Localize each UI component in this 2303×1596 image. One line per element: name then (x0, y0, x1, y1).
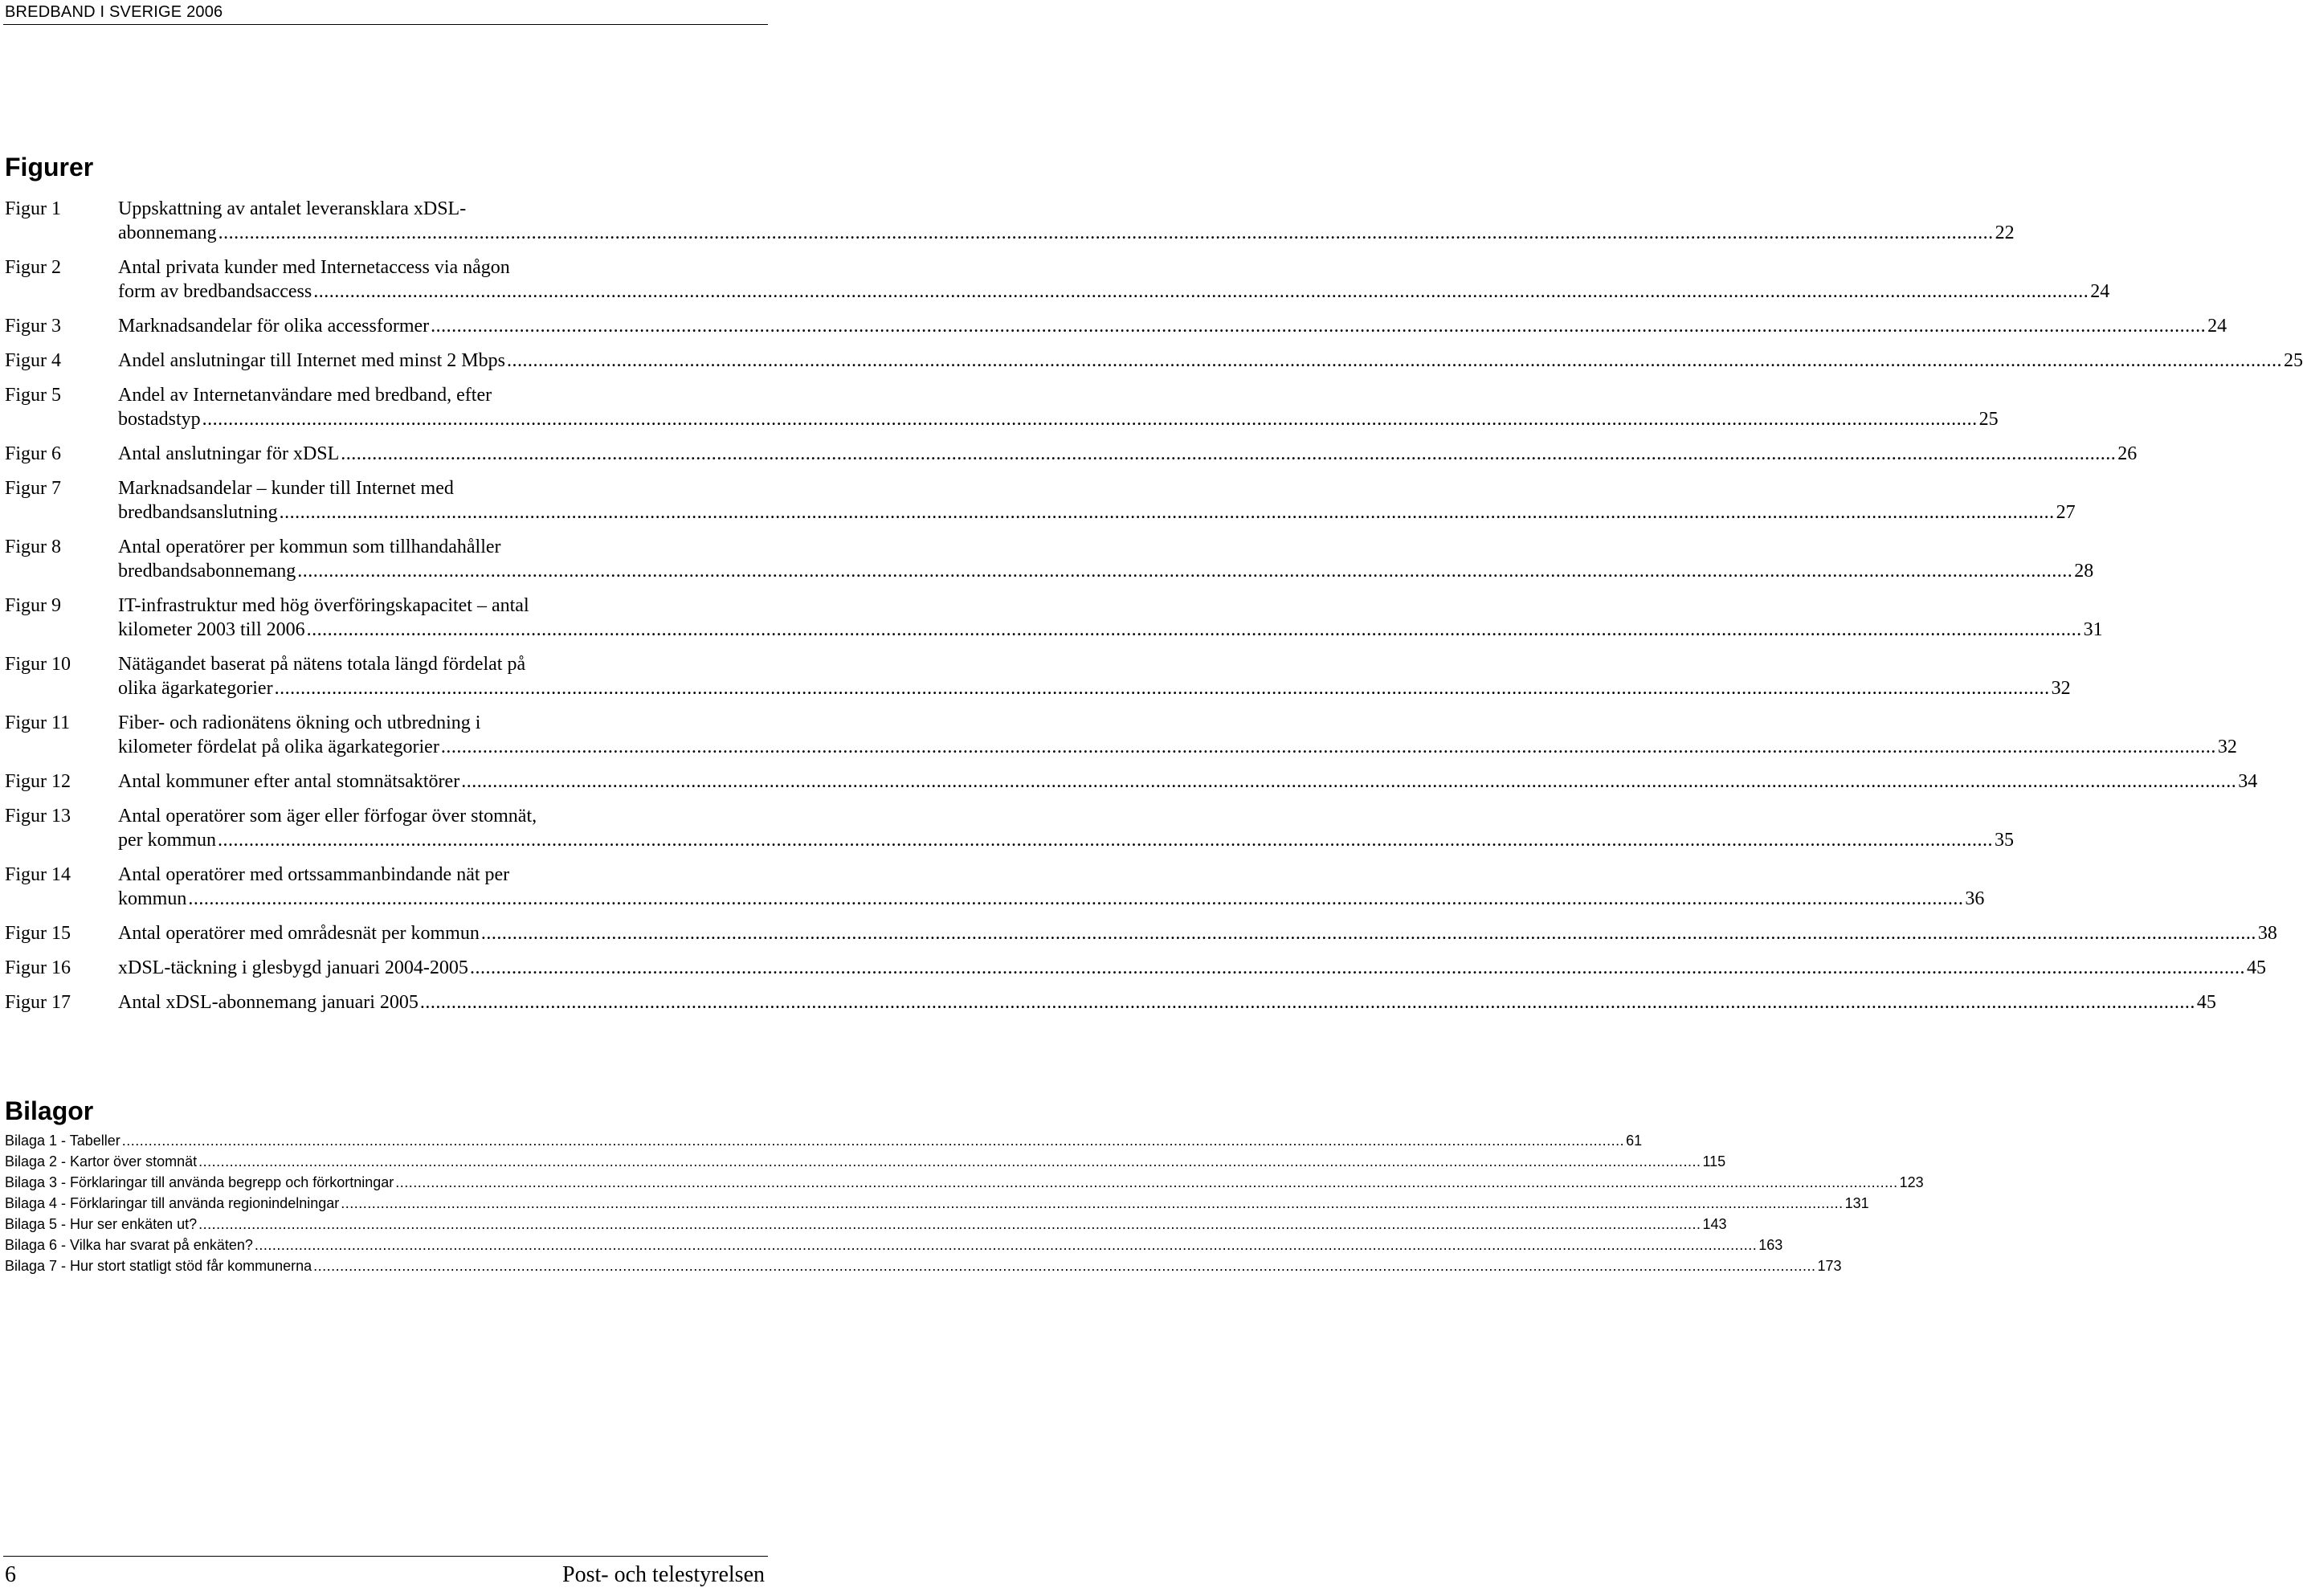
dot-leader (470, 956, 2245, 980)
figure-entry-body (118, 769, 2257, 794)
figure-entry[interactable] (5, 652, 2071, 700)
appendix-title: Bilaga 6 - Vilka har svarat på enkäten? (5, 1237, 253, 1253)
figure-number: Figur 16 (5, 957, 71, 978)
figure-entry-body (118, 990, 2216, 1014)
figure-number: Figur 6 (5, 443, 62, 464)
figure-title-last-line (118, 676, 2071, 700)
figure-entry[interactable] (5, 594, 2103, 642)
appendix-page-number: 61 (1626, 1133, 1643, 1149)
dot-leader (341, 1194, 1843, 1213)
dot-leader (313, 280, 2089, 304)
figure-title-last-line (118, 956, 2266, 980)
dot-leader (341, 442, 2116, 466)
figure-title-last-line (118, 280, 2109, 304)
figure-title: kommun (118, 888, 187, 909)
appendix-title: Bilaga 5 - Hur ser enkäten ut? (5, 1216, 198, 1232)
page-number: 6 (5, 1562, 16, 1587)
dot-leader (431, 314, 2206, 338)
figure-title-last-line (118, 314, 2227, 338)
figure-entry[interactable] (5, 863, 1985, 911)
figure-title: bredbandsanslutning (118, 502, 278, 523)
figure-page-number: 45 (2246, 957, 2266, 978)
figure-page-number: 24 (2207, 316, 2227, 337)
appendix-entry[interactable] (5, 1173, 1924, 1192)
figure-title-line: IT-infrastruktur med hög överföringskapacitet – antal (118, 595, 529, 616)
figure-number: Figur 4 (5, 350, 62, 371)
figure-entry[interactable] (5, 921, 2277, 945)
dot-leader (307, 618, 2082, 642)
appendix-entry[interactable] (5, 1214, 1727, 1234)
figure-number: Figur 8 (5, 537, 62, 557)
figure-number: Figur 10 (5, 654, 71, 675)
figure-entry[interactable] (5, 255, 2110, 304)
appendix-title: Bilaga 3 - Förklaringar till använda begrepp och förkortningar (5, 1174, 394, 1190)
figure-entry[interactable] (5, 197, 2015, 245)
footer-rule (3, 1556, 768, 1557)
figure-title-line: Antal operatörer som äger eller förfogar över stomnät, (118, 806, 537, 827)
running-header: BREDBAND I SVERIGE 2006 (5, 3, 223, 21)
figure-title-line: Fiber- och radionätens ökning och utbredning i (118, 712, 481, 733)
appendix-entry[interactable] (5, 1152, 1726, 1171)
figure-entry-body (118, 921, 2277, 945)
appendix-entry[interactable] (5, 1235, 1783, 1255)
figure-title: Antal xDSL-abonnemang januari 2005 (118, 992, 419, 1013)
dot-leader (507, 349, 2282, 373)
figure-entry[interactable] (5, 535, 2094, 583)
figure-title-line: Marknadsandelar – kunder till Internet med (118, 478, 454, 499)
figure-entry[interactable] (5, 314, 2227, 338)
figure-title-line: Nätägandet baserat på nätens totala längd fördelat på (118, 654, 526, 675)
dot-leader (313, 1256, 1815, 1276)
figure-title: per kommun (118, 830, 216, 851)
dot-leader (481, 921, 2256, 945)
figure-page-number: 32 (2217, 737, 2237, 757)
figure-entry-body (118, 349, 2303, 373)
appendices-heading: Bilagor (5, 1096, 94, 1125)
dot-leader (280, 500, 2055, 525)
figure-title: Antal kommuner efter antal stomnätsaktörer (118, 771, 460, 792)
figure-list (5, 197, 2303, 1025)
figure-page-number: 31 (2083, 619, 2103, 640)
appendix-title: Bilaga 4 - Förklaringar till använda regionindelningar (5, 1195, 340, 1211)
figure-title-last-line (118, 828, 2014, 852)
dot-leader (218, 828, 1993, 852)
figure-number: Figur 2 (5, 257, 62, 278)
figure-title-last-line (118, 887, 1984, 911)
figure-number: Figur 7 (5, 478, 62, 499)
figure-title: Andel anslutningar till Internet med minst 2 Mbps (118, 350, 505, 371)
appendix-entry[interactable] (5, 1131, 1643, 1150)
figure-entry-body (118, 956, 2266, 980)
appendix-entry[interactable] (5, 1256, 1842, 1276)
appendix-page-number: 131 (1844, 1195, 1869, 1211)
figure-page-number: 45 (2196, 992, 2216, 1013)
figure-entry[interactable] (5, 990, 2216, 1014)
figure-number: Figur 9 (5, 595, 62, 616)
appendix-page-number: 143 (1702, 1216, 1727, 1232)
appendix-page-number: 123 (1899, 1174, 1924, 1190)
dot-leader (275, 676, 2050, 700)
figure-page-number: 25 (1978, 409, 1999, 430)
figure-entry[interactable] (5, 383, 1999, 431)
figure-page-number: 22 (1995, 222, 2015, 243)
appendix-title: Bilaga 1 - Tabeller (5, 1133, 120, 1149)
figure-entry-body (118, 314, 2227, 338)
figure-number: Figur 11 (5, 712, 71, 733)
figure-entry-body (118, 652, 2071, 700)
appendix-entry[interactable] (5, 1194, 1869, 1213)
figure-number: Figur 5 (5, 385, 62, 406)
figure-title-last-line (118, 735, 2237, 759)
figure-page-number: 36 (1965, 888, 1985, 909)
figure-page-number: 32 (2051, 678, 2071, 699)
figure-title: form av bredbandsaccess (118, 281, 312, 302)
figure-title: xDSL-täckning i glesbygd januari 2004-2005 (118, 957, 468, 978)
appendix-title: Bilaga 2 - Kartor över stomnät (5, 1153, 198, 1169)
figure-entry-body (118, 804, 2014, 852)
dot-leader (395, 1173, 1897, 1192)
figure-title: bredbandsabonnemang (118, 561, 296, 582)
figure-number: Figur 14 (5, 864, 71, 885)
figure-title: Antal anslutningar för xDSL (118, 443, 340, 464)
figure-title-line: Uppskattning av antalet leveransklara xDSL- (118, 198, 467, 219)
figure-title-last-line (118, 407, 1999, 431)
figure-entry[interactable] (5, 442, 2138, 466)
figure-entry-body (118, 863, 1984, 911)
figure-entry[interactable] (5, 769, 2258, 794)
figure-entry[interactable] (5, 349, 2303, 373)
figure-entry-body (118, 535, 2093, 583)
figure-title: olika ägarkategorier (118, 678, 273, 699)
figure-entry-body (118, 255, 2109, 304)
figure-title-last-line (118, 990, 2216, 1014)
figure-title-last-line (118, 349, 2303, 373)
dot-leader (198, 1214, 1701, 1234)
figure-page-number: 27 (2056, 502, 2076, 523)
appendix-page-number: 163 (1758, 1237, 1783, 1253)
figure-entry-body (118, 594, 2103, 642)
figure-number: Figur 12 (5, 771, 71, 792)
figure-entry-body (118, 476, 2076, 525)
figure-page-number: 38 (2257, 923, 2277, 944)
header-rule (3, 24, 768, 25)
dot-leader (218, 221, 1994, 245)
figure-title-last-line (118, 442, 2137, 466)
figures-heading: Figurer (5, 153, 94, 182)
figure-title-last-line (118, 221, 2015, 245)
figure-entry-body (118, 711, 2237, 759)
figure-title-last-line (118, 559, 2093, 583)
dot-leader (122, 1131, 1624, 1150)
figure-page-number: 35 (1994, 830, 2014, 851)
appendix-title: Bilaga 7 - Hur stort statligt stöd får kommunerna (5, 1258, 312, 1274)
figure-title: Antal operatörer med områdesnät per kommun (118, 923, 480, 944)
figure-title: abonnemang (118, 222, 217, 243)
figure-entry-body (118, 197, 2015, 245)
appendix-list (5, 1131, 1924, 1277)
figure-entry[interactable] (5, 956, 2266, 980)
figure-entry[interactable] (5, 804, 2014, 852)
dot-leader (255, 1235, 1757, 1255)
figure-title-line: Andel av Internetanvändare med bredband, efter (118, 385, 492, 406)
publisher-name: Post- och telestyrelsen (562, 1562, 765, 1587)
figure-title: kilometer 2003 till 2006 (118, 619, 305, 640)
figure-entry[interactable] (5, 711, 2237, 759)
figure-title-line: Antal operatörer per kommun som tillhandahåller (118, 537, 501, 557)
figure-title-last-line (118, 921, 2277, 945)
figure-title-last-line (118, 618, 2103, 642)
dot-leader (420, 990, 2195, 1014)
figure-number: Figur 13 (5, 806, 71, 827)
figure-page-number: 24 (2090, 281, 2110, 302)
dot-leader (202, 407, 1978, 431)
figure-entry-body (118, 383, 1999, 431)
figure-number: Figur 1 (5, 198, 62, 219)
figure-title-line: Antal privata kunder med Internetaccess via någon (118, 257, 510, 278)
figure-entry-body (118, 442, 2137, 466)
dot-leader (297, 559, 2072, 583)
figure-title: Marknadsandelar för olika accessformer (118, 316, 430, 337)
dot-leader (188, 887, 1963, 911)
figure-entry[interactable] (5, 476, 2076, 525)
figure-page-number: 28 (2074, 561, 2094, 582)
figure-number: Figur 17 (5, 992, 71, 1013)
dot-leader (461, 769, 2236, 794)
figure-page-number: 25 (2283, 350, 2303, 371)
appendix-page-number: 115 (1702, 1153, 1726, 1169)
figure-title-last-line (118, 769, 2257, 794)
figure-page-number: 34 (2238, 771, 2258, 792)
figure-title: kilometer fördelat på olika ägarkategorier (118, 737, 439, 757)
dot-leader (441, 735, 2216, 759)
appendix-page-number: 173 (1817, 1258, 1842, 1274)
figure-title: bostadstyp (118, 409, 201, 430)
figure-number: Figur 3 (5, 316, 62, 337)
figure-title-line: Antal operatörer med ortssammanbindande nät per (118, 864, 510, 885)
figure-number: Figur 15 (5, 923, 71, 944)
figure-title-last-line (118, 500, 2076, 525)
figure-page-number: 26 (2117, 443, 2138, 464)
dot-leader (198, 1152, 1701, 1171)
